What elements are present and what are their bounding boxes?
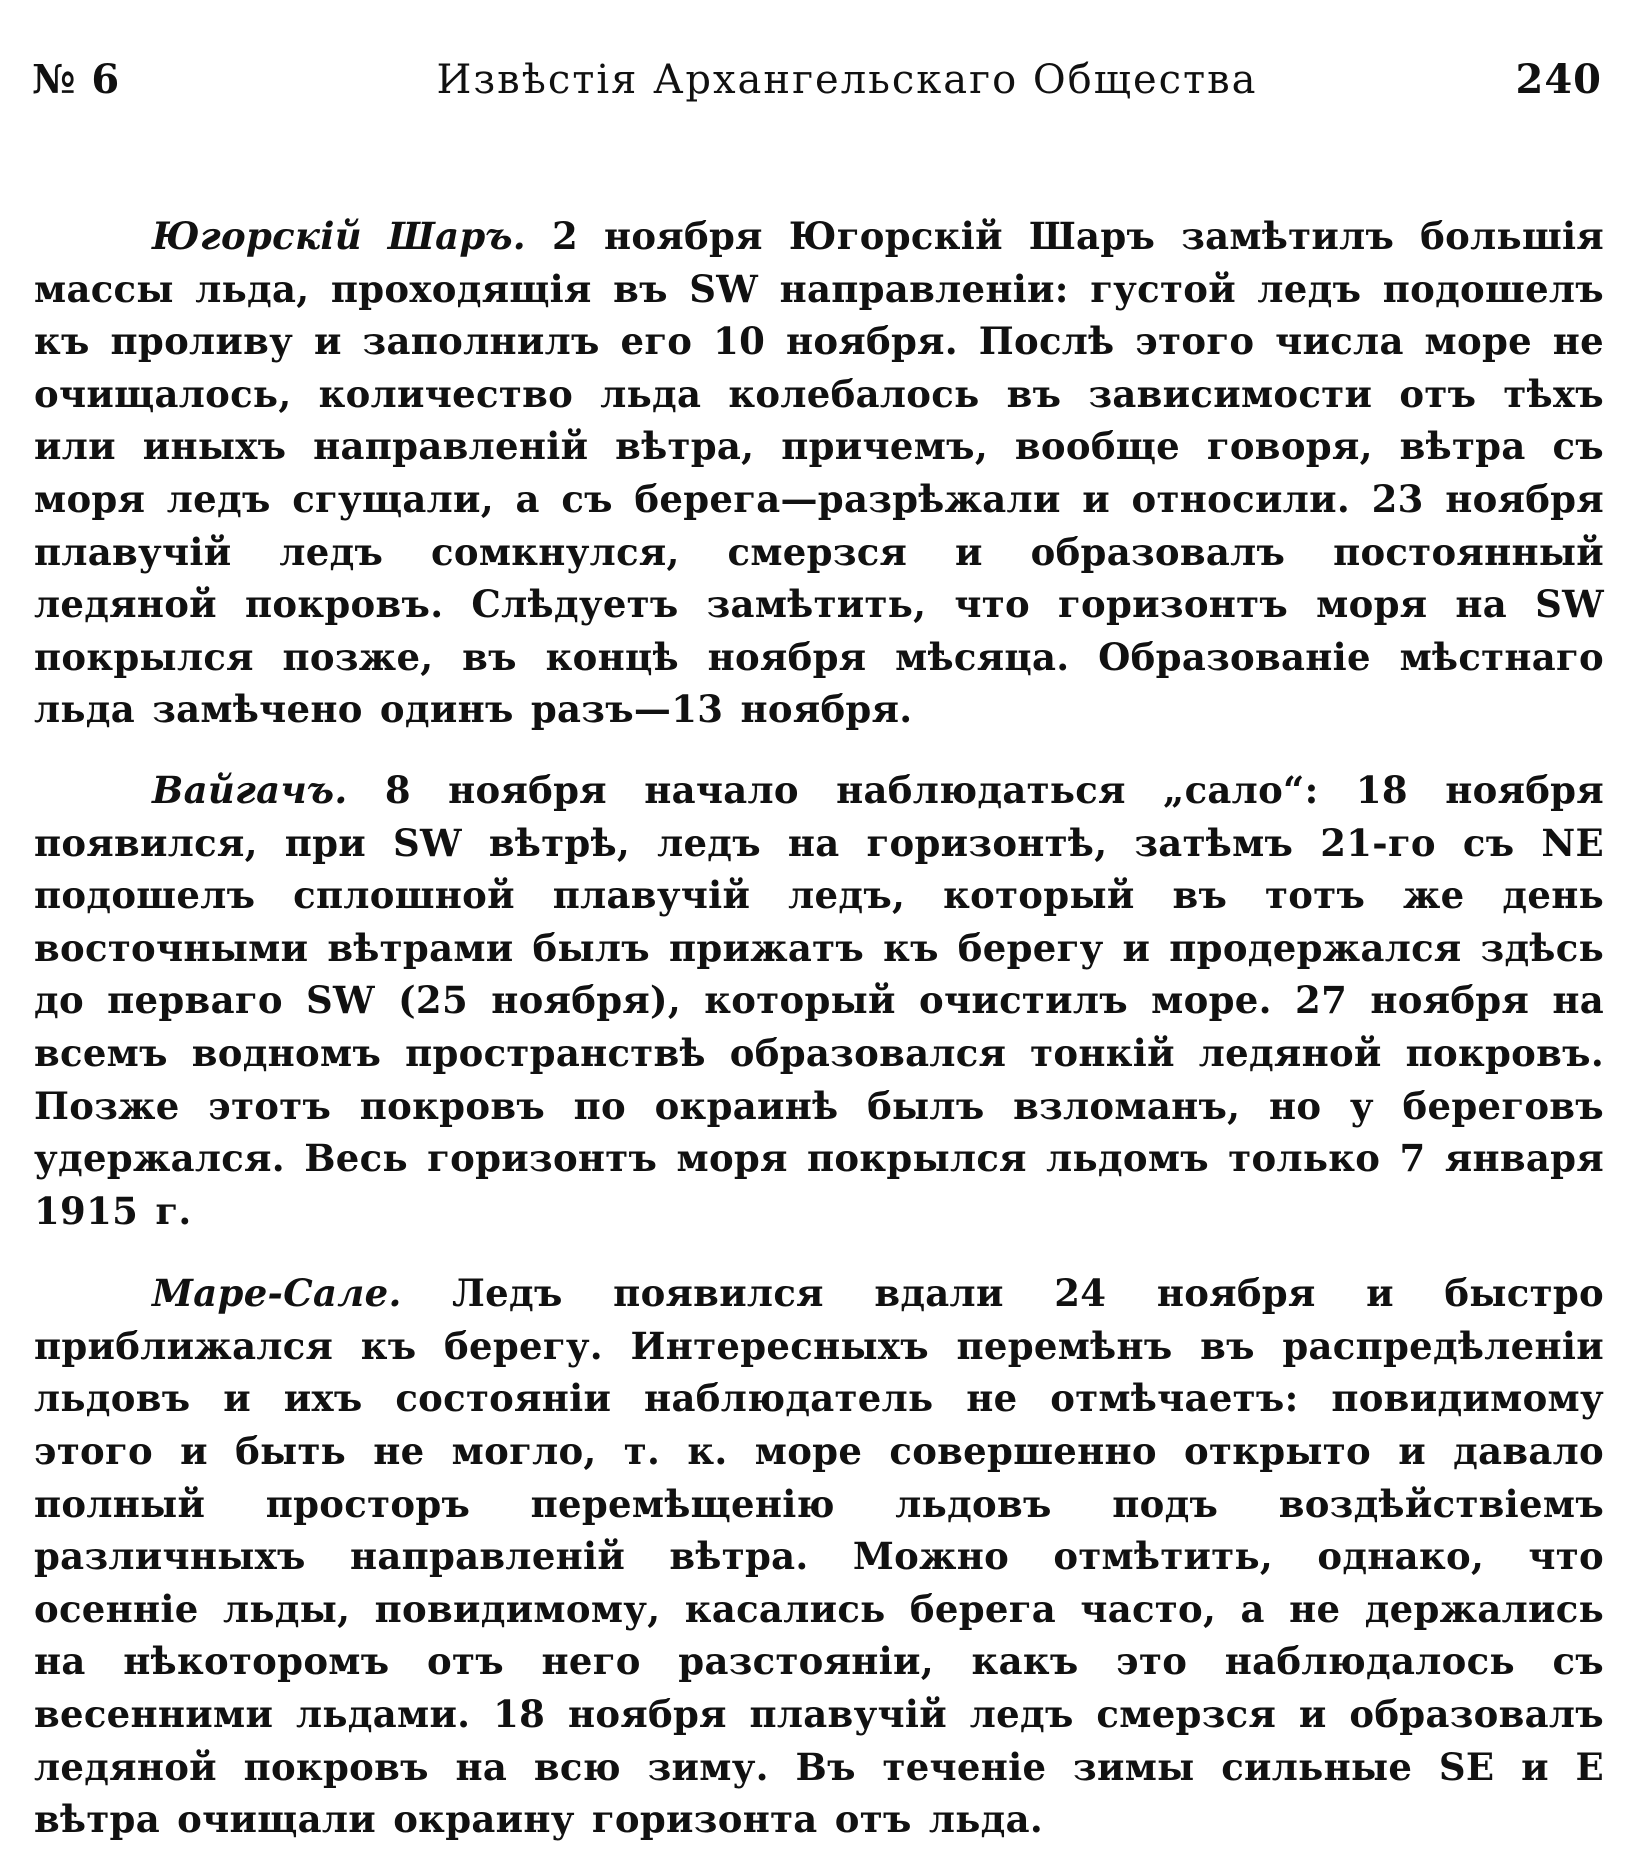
issue-number: № 6 bbox=[32, 56, 121, 103]
paragraph-mare-sale bbox=[34, 1267, 1604, 1846]
paragraph-body: Ледъ появился вдали 24 ноября и быстро приближался къ берегу. Интересныхъ перемѣнъ въ распредѣленіи льдовъ и ихъ состояніи наблюдатель не отмѣчаетъ: повидимому этого и быть не могло, т. к. море совершенно открыто и давало полный просторъ перемѣщенію льдовъ подъ воздѣйствіемъ различныхъ направленій вѣтра. Можно отмѣтить, однако, что осенніе льды, повидимому, касались берега часто, а не держались на нѣкоторомъ отъ него разстояніи, какъ это наблюдалось съ весенними льдами. 18 ноября плавучій ледъ смерзся и образовалъ ледяной покровъ на всю зиму. Въ теченіе зимы сильные SE и E вѣтра очищали окраину горизонта отъ льда. bbox=[34, 1271, 1604, 1842]
body-text bbox=[34, 210, 1604, 1874]
journal-title: Извѣстія Архангельскаго Общества bbox=[436, 57, 1258, 103]
running-header bbox=[32, 50, 1602, 110]
page-number: 240 bbox=[1515, 56, 1602, 103]
paragraph-vaygach bbox=[34, 764, 1604, 1237]
paragraph-lead-place: Югорскій Шаръ. bbox=[152, 214, 526, 258]
paragraph-lead-place: Вайгачъ. bbox=[152, 767, 348, 812]
paragraph-body: 2 ноября Югорскій Шаръ замѣтилъ большія массы льда, проходящія въ SW направленіи: густой ледъ подошелъ къ проливу и заполнилъ его 10 ноября. Послѣ этого числа море не очищалось, количество льда колебалось въ зависимости отъ тѣхъ или иныхъ направленій вѣтра, причемъ, вообще говоря, вѣтра съ моря ледъ сгущали, а съ берега—разрѣжали и относили. 23 ноября плавучій ледъ сомкнулся, смерзся и образовалъ постоянный ледяной покровъ. Слѣдуетъ замѣтить, что горизонтъ моря на SW покрылся позже, въ концѣ ноября мѣсяца. Образованіе мѣстнаго льда замѣчено одинъ разъ—13 ноября. bbox=[34, 214, 1604, 732]
paragraph-body: 8 ноября начало наблюдаться „сало“: 18 ноября появился, при SW вѣтрѣ, ледъ на горизонтѣ, затѣмъ 21-го съ NE подошелъ сплошной плавучій ледъ, который въ тотъ же день восточными вѣтрами былъ прижатъ къ берегу и продержался здѣсь до перваго SW (25 ноября), который очистилъ море. 27 ноября на всемъ водномъ пространствѣ образовался тонкій ледяной покровъ. Позже этотъ покровъ по окраинѣ былъ взломанъ, но у береговъ удержался. Весь горизонтъ моря покрылся льдомъ только 7 января 1915 г. bbox=[34, 767, 1604, 1233]
paragraph-yugorsky-shar bbox=[34, 210, 1604, 736]
paragraph-lead-place: Маре-Сале. bbox=[152, 1271, 402, 1316]
